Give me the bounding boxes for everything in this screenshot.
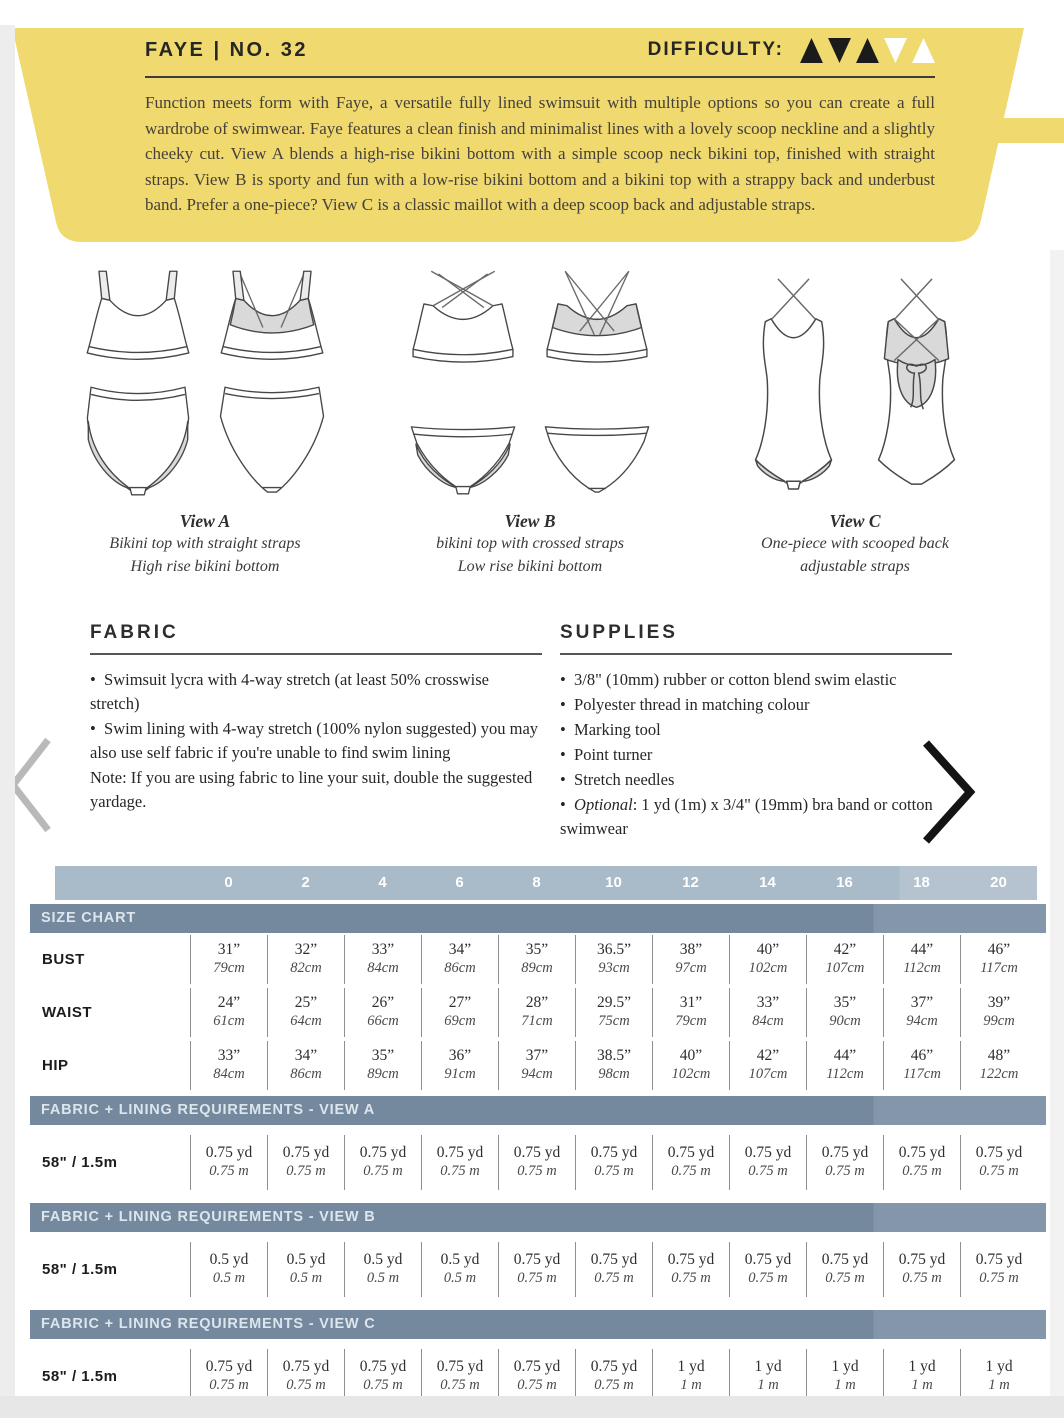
next-image-chevron-icon[interactable] xyxy=(920,738,978,846)
measurement-cell xyxy=(498,935,575,984)
title-divider xyxy=(145,76,935,78)
triangle-up-icon xyxy=(800,38,823,63)
measurement-inches: 36.5” xyxy=(596,941,631,958)
size-header-row xyxy=(55,866,1037,900)
measurement-cell xyxy=(498,988,575,1037)
measurement-inches: 42” xyxy=(756,1047,780,1064)
yardage-cell xyxy=(652,1135,729,1190)
measurement-inches: 35” xyxy=(525,941,549,958)
measurement-cm: 86cm xyxy=(290,1066,322,1082)
yardage-m: 0.5 m xyxy=(443,1270,477,1286)
yardage-yd: 0.75 yd xyxy=(975,1251,1023,1268)
fabric-note: Note: If you are using fabric to line your suit, double the suggested yardage. xyxy=(90,767,533,811)
yardage-yd: 0.75 yd xyxy=(667,1144,715,1161)
measurement-inches: 38” xyxy=(679,941,703,958)
measurement-cell xyxy=(421,1041,498,1090)
measurement-cm: 102cm xyxy=(748,960,788,976)
size-row-bust xyxy=(30,933,1046,986)
yardage-yd: 1 yd xyxy=(908,1358,936,1375)
yardage-m: 0.75 m xyxy=(825,1163,865,1179)
yardage-yd: 0.75 yd xyxy=(513,1358,561,1375)
requirements-bar-view-b: FABRIC + LINING REQUIREMENTS - VIEW B xyxy=(30,1203,1046,1232)
yardage-yd: 0.75 yd xyxy=(821,1144,869,1161)
measurement-inches: 40” xyxy=(679,1047,703,1064)
page-title: FAYE | NO. 32 xyxy=(145,38,308,61)
yardage-m: 0.75 m xyxy=(517,1270,557,1286)
yardage-yd: 0.75 yd xyxy=(590,1144,638,1161)
size-row-waist xyxy=(30,986,1046,1039)
measurement-row-label: HIP xyxy=(42,1057,69,1074)
view-a-bottom-front-illustration xyxy=(79,380,197,502)
triangle-up-icon xyxy=(912,38,935,63)
size-chart-section xyxy=(30,866,1046,1417)
yardage-cell xyxy=(498,1135,575,1190)
measurement-cm: 84cm xyxy=(367,960,399,976)
yardage-cell xyxy=(421,1242,498,1297)
measurement-cm: 107cm xyxy=(748,1066,788,1082)
measurement-cm: 89cm xyxy=(367,1066,399,1082)
supplies-bullet: • Point turner xyxy=(560,743,952,767)
size-column-header: 18 xyxy=(913,874,930,891)
measurement-cell xyxy=(190,988,267,1037)
measurement-cell xyxy=(190,935,267,984)
measurement-cell xyxy=(575,988,652,1037)
measurement-cm: 71cm xyxy=(521,1013,553,1029)
yardage-m: 0.75 m xyxy=(902,1163,942,1179)
yardage-cell xyxy=(729,1242,806,1297)
measurement-cell xyxy=(190,1041,267,1090)
yardage-yd: 0.75 yd xyxy=(513,1144,561,1161)
measurement-inches: 26” xyxy=(371,994,395,1011)
view-b-name: View B xyxy=(504,511,556,531)
size-column-header: 0 xyxy=(224,874,233,891)
measurement-cm: 89cm xyxy=(521,960,553,976)
measurement-inches: 37” xyxy=(525,1047,549,1064)
yardage-yd: 0.75 yd xyxy=(898,1251,946,1268)
yardage-cell xyxy=(267,1242,344,1297)
yardage-cell xyxy=(652,1242,729,1297)
measurement-cell xyxy=(960,1041,1037,1090)
measurement-cm: 102cm xyxy=(671,1066,711,1082)
yardage-m: 0.75 m xyxy=(440,1377,480,1393)
yardage-yd: 0.75 yd xyxy=(282,1144,330,1161)
difficulty-label: DIFFICULTY: xyxy=(647,39,784,60)
fabric-column xyxy=(90,622,542,841)
pattern-description: Function meets form with Faye, a versatile fully lined swimsuit with multiple options so you can create a full wardrobe of swimwear. Faye features a clean finish and minimalist lines with a lovely scoop neckline and a slightly cheeky cut. View A blends a high-rise bikini bottom with a simple scoop neck bikini top, finished with straight straps. View B is sporty and fun with a low-rise bikini bottom and a bikini top with a strappy back and underbust band. Prefer a one-piece? View C is a classic maillot with a deep scoop back and adjustable straps. xyxy=(145,93,935,214)
measurement-cell xyxy=(421,935,498,984)
measurement-cm: 94cm xyxy=(521,1066,553,1082)
measurement-inches: 42” xyxy=(833,941,857,958)
measurement-inches: 34” xyxy=(294,1047,318,1064)
yardage-yd: 0.75 yd xyxy=(590,1358,638,1375)
yardage-cell xyxy=(960,1242,1037,1297)
measurement-inches: 33” xyxy=(371,941,395,958)
yardage-yd: 0.75 yd xyxy=(744,1144,792,1161)
yardage-m: 0.75 m xyxy=(671,1270,711,1286)
yardage-yd: 0.75 yd xyxy=(667,1251,715,1268)
yardage-m: 0.75 m xyxy=(286,1163,326,1179)
view-a-caption: View A Bikini top with straight straps High rise bikini bottom xyxy=(109,511,301,576)
size-column-header: 6 xyxy=(455,874,464,891)
size-column-header: 20 xyxy=(990,874,1007,891)
yardage-m: 1 m xyxy=(834,1377,856,1393)
size-chart-bar: SIZE CHART xyxy=(30,904,1046,933)
yardage-cell xyxy=(421,1135,498,1190)
triangle-up-icon xyxy=(856,38,879,63)
view-b-group xyxy=(380,262,680,578)
measurement-cm: 97cm xyxy=(675,960,707,976)
yardage-m: 0.5 m xyxy=(366,1270,400,1286)
measurement-cell xyxy=(344,1041,421,1090)
measurement-inches: 39” xyxy=(987,994,1011,1011)
measurement-inches: 34” xyxy=(448,941,472,958)
measurement-inches: 46” xyxy=(987,941,1011,958)
measurement-cm: 69cm xyxy=(444,1013,476,1029)
fabric-heading: FABRIC xyxy=(90,622,542,655)
materials-section xyxy=(90,622,952,841)
measurement-cell xyxy=(960,935,1037,984)
yardage-m: 0.75 m xyxy=(748,1270,788,1286)
fabric-bullet: • Swimsuit lycra with 4-way stretch (at least 50% crosswise stretch) xyxy=(90,668,542,716)
yardage-yd: 0.75 yd xyxy=(205,1358,253,1375)
measurement-inches: 37” xyxy=(910,994,934,1011)
yardage-yd: 0.75 yd xyxy=(359,1358,407,1375)
yardage-cell xyxy=(344,1242,421,1297)
measurement-cell xyxy=(883,988,960,1037)
difficulty-icons xyxy=(800,38,935,63)
yardage-yd: 0.75 yd xyxy=(898,1144,946,1161)
measurement-inches: 25” xyxy=(294,994,318,1011)
size-row-hip xyxy=(30,1039,1046,1092)
fabric-bullet: • Swim lining with 4-way stretch (100% nylon suggested) you may also use self fabric if you're unable to find swim lining xyxy=(90,717,542,765)
measurement-row-label: WAIST xyxy=(42,1004,92,1021)
yardage-yd: 0.75 yd xyxy=(744,1251,792,1268)
yardage-yd: 0.75 yd xyxy=(513,1251,561,1268)
requirements-bar-view-c: FABRIC + LINING REQUIREMENTS - VIEW C xyxy=(30,1310,1046,1339)
measurement-cm: 112cm xyxy=(826,1066,864,1082)
measurement-inches: 31” xyxy=(679,994,703,1011)
measurement-cm: 64cm xyxy=(290,1013,322,1029)
view-a-bottom-back-illustration xyxy=(213,380,331,502)
measurement-row-label: BUST xyxy=(42,951,85,968)
yardage-yd: 0.5 yd xyxy=(363,1251,403,1268)
view-b-bottom-back-illustration xyxy=(538,416,656,502)
view-c-name: View C xyxy=(829,511,881,531)
measurement-cm: 117cm xyxy=(980,960,1018,976)
measurement-cm: 75cm xyxy=(598,1013,630,1029)
requirements-bar-view-a: FABRIC + LINING REQUIREMENTS - VIEW A xyxy=(30,1096,1046,1125)
size-column-header: 2 xyxy=(301,874,310,891)
measurement-cm: 79cm xyxy=(213,960,245,976)
view-a-name: View A xyxy=(179,511,231,531)
yardage-m: 0.75 m xyxy=(825,1270,865,1286)
requirements-row xyxy=(30,1135,1046,1190)
yardage-yd: 0.75 yd xyxy=(282,1358,330,1375)
measurement-cm: 98cm xyxy=(598,1066,630,1082)
triangle-down-icon xyxy=(828,38,851,63)
measurement-cell xyxy=(806,935,883,984)
view-c-group xyxy=(705,262,1005,578)
measurement-cell xyxy=(652,988,729,1037)
measurement-inches: 29.5” xyxy=(596,994,631,1011)
yardage-m: 0.5 m xyxy=(289,1270,323,1286)
measurement-cm: 107cm xyxy=(825,960,865,976)
supplies-column xyxy=(560,622,952,841)
yardage-yd: 1 yd xyxy=(831,1358,859,1375)
fabric-width-label: 58" / 1.5m xyxy=(42,1368,118,1385)
page-margin-left xyxy=(0,25,15,1396)
view-b-bottom-front-illustration xyxy=(404,416,522,502)
requirements-container xyxy=(30,1096,1046,1404)
measurement-cm: 84cm xyxy=(752,1013,784,1029)
yardage-yd: 0.75 yd xyxy=(821,1251,869,1268)
measurement-inches: 32” xyxy=(294,941,318,958)
size-chart-body xyxy=(30,933,1046,1092)
yardage-yd: 1 yd xyxy=(677,1358,705,1375)
page-margin-right xyxy=(1050,250,1064,1396)
view-a-top-front-illustration xyxy=(79,262,197,364)
measurement-inches: 31” xyxy=(217,941,241,958)
size-column-header: 4 xyxy=(378,874,387,891)
yardage-cell xyxy=(498,1242,575,1297)
view-c-caption: View C One-piece with scooped back adjustable straps xyxy=(761,511,949,576)
measurement-cell xyxy=(652,935,729,984)
yardage-yd: 0.5 yd xyxy=(286,1251,326,1268)
measurement-cm: 84cm xyxy=(213,1066,245,1082)
yardage-cell xyxy=(806,1135,883,1190)
measurement-cm: 66cm xyxy=(367,1013,399,1029)
size-column-header: 8 xyxy=(532,874,541,891)
yardage-yd: 0.75 yd xyxy=(436,1358,484,1375)
yardage-cell xyxy=(883,1242,960,1297)
yardage-cell xyxy=(575,1135,652,1190)
yardage-cell xyxy=(883,1135,960,1190)
size-column-header: 12 xyxy=(682,874,699,891)
supplies-bullet: • Marking tool xyxy=(560,718,952,742)
view-b-top-front-illustration xyxy=(404,262,522,364)
triangle-down-icon xyxy=(884,38,907,63)
measurement-inches: 44” xyxy=(910,941,934,958)
measurement-cm: 93cm xyxy=(598,960,630,976)
yardage-cell xyxy=(575,1242,652,1297)
measurement-cell xyxy=(575,1041,652,1090)
size-column-header: 10 xyxy=(605,874,622,891)
measurement-cm: 61cm xyxy=(213,1013,245,1029)
yardage-m: 0.75 m xyxy=(902,1270,942,1286)
measurement-cell xyxy=(498,1041,575,1090)
yardage-m: 0.75 m xyxy=(979,1163,1019,1179)
measurement-inches: 44” xyxy=(833,1047,857,1064)
measurement-cm: 117cm xyxy=(903,1066,941,1082)
view-b-top-back-illustration xyxy=(538,262,656,364)
view-c-back-illustration xyxy=(863,269,970,495)
yardage-yd: 0.75 yd xyxy=(590,1251,638,1268)
page-margin-bottom xyxy=(0,1396,1064,1418)
measurement-cell xyxy=(575,935,652,984)
measurement-cm: 94cm xyxy=(906,1013,938,1029)
yardage-m: 0.75 m xyxy=(594,1163,634,1179)
yardage-m: 1 m xyxy=(757,1377,779,1393)
measurement-cell xyxy=(806,1041,883,1090)
measurement-inches: 28” xyxy=(525,994,549,1011)
measurement-cell xyxy=(267,935,344,984)
yardage-m: 0.75 m xyxy=(517,1163,557,1179)
measurement-cm: 112cm xyxy=(903,960,941,976)
yardage-m: 0.75 m xyxy=(517,1377,557,1393)
measurement-inches: 33” xyxy=(217,1047,241,1064)
measurement-cell xyxy=(883,1041,960,1090)
size-column-header: 16 xyxy=(836,874,853,891)
measurement-cell xyxy=(729,988,806,1037)
yardage-yd: 0.5 yd xyxy=(440,1251,480,1268)
yardage-m: 1 m xyxy=(680,1377,702,1393)
measurement-inches: 40” xyxy=(756,941,780,958)
yardage-m: 0.75 m xyxy=(594,1377,634,1393)
measurement-cell xyxy=(729,1041,806,1090)
yardage-yd: 0.75 yd xyxy=(205,1144,253,1161)
measurement-inches: 35” xyxy=(833,994,857,1011)
yardage-m: 0.75 m xyxy=(363,1163,403,1179)
fabric-width-label: 58" / 1.5m xyxy=(42,1154,118,1171)
measurement-inches: 35” xyxy=(371,1047,395,1064)
yardage-cell xyxy=(267,1135,344,1190)
yardage-m: 0.75 m xyxy=(209,1163,249,1179)
yardage-cell xyxy=(190,1242,267,1297)
measurement-cell xyxy=(267,988,344,1037)
yardage-m: 1 m xyxy=(988,1377,1010,1393)
measurement-inches: 46” xyxy=(910,1047,934,1064)
yardage-m: 1 m xyxy=(911,1377,933,1393)
yardage-yd: 0.5 yd xyxy=(209,1251,249,1268)
view-b-caption: View B bikini top with crossed straps Low rise bikini bottom xyxy=(436,511,624,576)
yardage-m: 0.75 m xyxy=(286,1377,326,1393)
views-section xyxy=(55,262,1005,578)
view-a-top-back-illustration xyxy=(213,262,331,364)
view-c-front-illustration xyxy=(740,269,847,495)
yardage-cell xyxy=(729,1135,806,1190)
yardage-cell xyxy=(190,1135,267,1190)
yardage-m: 0.75 m xyxy=(671,1163,711,1179)
measurement-cell xyxy=(421,988,498,1037)
supplies-bullet-optional: • Optional: 1 yd (1m) x 3/4" (19mm) bra band or cotton swimwear xyxy=(560,793,952,841)
measurement-inches: 48” xyxy=(987,1047,1011,1064)
yardage-cell xyxy=(806,1242,883,1297)
yardage-yd: 1 yd xyxy=(754,1358,782,1375)
measurement-cm: 82cm xyxy=(290,960,322,976)
measurement-cell xyxy=(652,1041,729,1090)
yardage-m: 0.75 m xyxy=(594,1270,634,1286)
measurement-inches: 33” xyxy=(756,994,780,1011)
fabric-width-label: 58" / 1.5m xyxy=(42,1261,118,1278)
measurement-cell xyxy=(267,1041,344,1090)
supplies-bullet: • Stretch needles xyxy=(560,768,952,792)
yardage-m: 0.75 m xyxy=(440,1163,480,1179)
measurement-cm: 122cm xyxy=(979,1066,1019,1082)
yardage-m: 0.75 m xyxy=(979,1270,1019,1286)
measurement-cell xyxy=(729,935,806,984)
yardage-m: 0.75 m xyxy=(209,1377,249,1393)
measurement-cell xyxy=(344,935,421,984)
yardage-m: 0.5 m xyxy=(212,1270,246,1286)
supplies-bullet: • 3/8" (10mm) rubber or cotton blend swim elastic xyxy=(560,668,952,692)
view-a-group xyxy=(55,262,355,578)
measurement-cell xyxy=(806,988,883,1037)
yardage-cell xyxy=(344,1135,421,1190)
difficulty-rating xyxy=(648,38,935,63)
measurement-cm: 90cm xyxy=(829,1013,861,1029)
yardage-cell xyxy=(960,1135,1037,1190)
yardage-yd: 0.75 yd xyxy=(359,1144,407,1161)
yardage-m: 0.75 m xyxy=(748,1163,788,1179)
yardage-m: 0.75 m xyxy=(363,1377,403,1393)
measurement-cm: 91cm xyxy=(444,1066,476,1082)
measurement-inches: 38.5” xyxy=(596,1047,631,1064)
measurement-cell xyxy=(344,988,421,1037)
measurement-cm: 79cm xyxy=(675,1013,707,1029)
requirements-row xyxy=(30,1242,1046,1297)
measurement-cm: 99cm xyxy=(983,1013,1015,1029)
yardage-yd: 0.75 yd xyxy=(436,1144,484,1161)
measurement-inches: 36” xyxy=(448,1047,472,1064)
supplies-bullet: • Polyester thread in matching colour xyxy=(560,693,952,717)
yardage-yd: 0.75 yd xyxy=(975,1144,1023,1161)
yardage-yd: 1 yd xyxy=(985,1358,1013,1375)
measurement-cell xyxy=(883,935,960,984)
measurement-cell xyxy=(960,988,1037,1037)
size-column-header: 14 xyxy=(759,874,776,891)
measurement-inches: 24” xyxy=(217,994,241,1011)
banner-content xyxy=(145,30,935,218)
measurement-inches: 27” xyxy=(448,994,472,1011)
measurement-cm: 86cm xyxy=(444,960,476,976)
supplies-heading: SUPPLIES xyxy=(560,622,952,655)
